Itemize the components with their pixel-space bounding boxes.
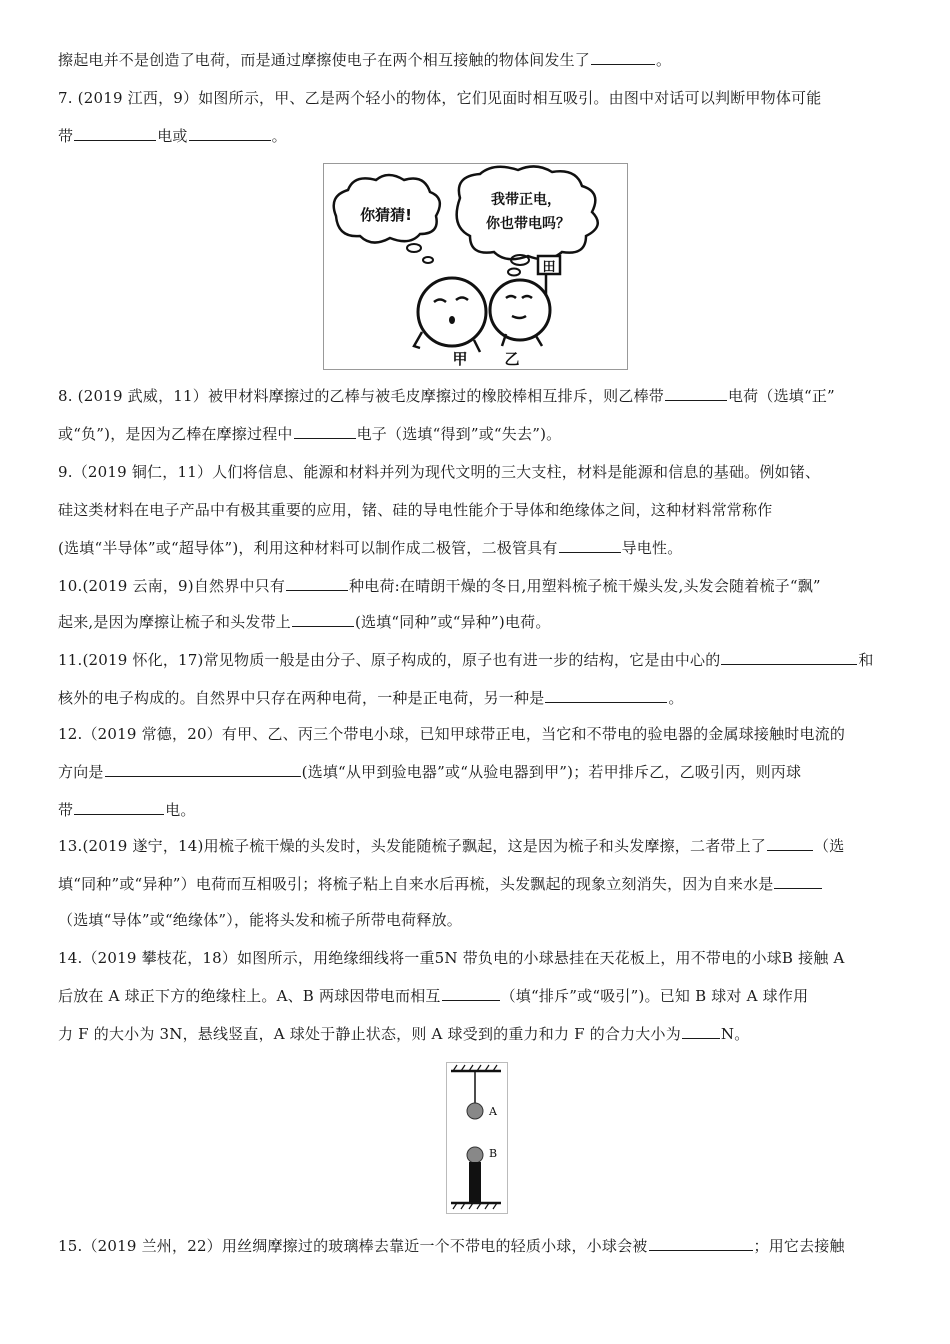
bubble-right-text-2: 你也带电吗？	[486, 216, 570, 232]
line-text: 带	[58, 127, 74, 145]
line-text: 电。	[165, 801, 196, 819]
answer-blank[interactable]	[767, 836, 813, 851]
question-12	[58, 724, 898, 744]
question-11	[58, 650, 898, 670]
answer-blank[interactable]	[682, 1024, 720, 1039]
line-text: 填“同种”或“异种”）电荷而互相吸引；将梳子粘上自来水后再梳，头发飘起的现象立刻消失，因为自来水是	[58, 875, 774, 893]
question-15	[58, 1236, 898, 1256]
line-text: N。	[720, 1025, 750, 1043]
answer-blank[interactable]	[649, 1236, 753, 1251]
question-9	[58, 462, 898, 482]
line-text: （选填“导体”或“绝缘体”），能将头发和梳子所带电荷释放。	[58, 911, 462, 929]
question-10	[58, 576, 898, 596]
question-14-line-3	[58, 1024, 898, 1044]
question-12-line-2	[58, 762, 898, 782]
line-text: 电荷（选填“正”	[727, 387, 835, 405]
line-text: 12.（2019 常德，20）有甲、乙、丙三个带电小球，已知甲球带正电，当它和不带电的验电器的金属球接触时电流的	[58, 725, 846, 743]
bubble-right-text-1: 我带正电，	[491, 192, 561, 208]
cartoon-drawing	[324, 164, 627, 369]
line-text: 带	[58, 801, 74, 819]
line-text: 电或	[157, 127, 188, 145]
label-yi: 乙	[504, 350, 520, 368]
line-text: 起来,是因为摩擦让梳子和头发带上	[58, 613, 291, 631]
question-13-line-3	[58, 910, 898, 930]
question-9-line-2	[58, 500, 898, 520]
line-text: 电子（选填“得到”或“失去”)。	[356, 425, 562, 443]
line-text: 13.(2019 遂宁，14)用梳子梳干燥的头发时，头发能随梳子飘起，这是因为梳子和头发摩擦，二者带上了	[58, 837, 766, 855]
question-7-line-2	[58, 126, 898, 146]
line-text: 10.(2019 云南，9)自然界中只有	[58, 577, 286, 595]
line-text: ；用它去接触	[753, 1237, 845, 1255]
label-b: B	[489, 1147, 498, 1160]
answer-blank[interactable]	[545, 688, 667, 703]
line-text: 。	[271, 127, 287, 145]
line-text: 种电荷:在晴朗干燥的冬日,用塑料梳子梳干燥头发,头发会随着梳子“飘”	[349, 577, 821, 595]
answer-blank[interactable]	[286, 576, 348, 591]
line-text: 9.（2019 铜仁，11）人们将信息、能源和材料并列为现代文明的三大支柱，材料是能源和信息的基础。例如锗、	[58, 463, 821, 481]
hanging-balls-drawing	[447, 1063, 507, 1213]
question-7	[58, 88, 898, 108]
answer-blank[interactable]	[189, 126, 271, 141]
answer-blank[interactable]	[292, 612, 354, 627]
line-text: 力 F 的大小为 3N，悬线竖直，A 球处于静止状态，则 A 球受到的重力和力 F 的合力大小为	[58, 1025, 681, 1043]
answer-blank[interactable]	[442, 986, 500, 1001]
answer-blank[interactable]	[774, 874, 822, 889]
question-14	[58, 948, 898, 968]
question-9-line-3	[58, 538, 898, 558]
sign-text: 田	[542, 260, 556, 275]
line-text: (选填“同种”或“异种”)电荷。	[354, 613, 551, 631]
question-8-line-2	[58, 424, 898, 444]
line-text: 导电性。	[621, 539, 683, 557]
line-text: 方向是	[58, 763, 104, 781]
cartoon-figure	[323, 163, 628, 370]
bubble-left-text: 你猜猜!	[360, 206, 412, 224]
line-text: 和	[858, 651, 874, 669]
hanging-balls-figure	[446, 1062, 508, 1214]
question-13-line-2	[58, 874, 898, 894]
line-text: 11.(2019 怀化，17)常见物质一般是由分子、原子构成的，原子也有进一步的结构，它是由中心的	[58, 651, 721, 669]
line-text: 核外的电子构成的。自然界中只存在两种电荷，一种是正电荷，另一种是	[58, 689, 545, 707]
line-text: 或“负”)，是因为乙棒在摩擦过程中	[58, 425, 293, 443]
label-jia: 甲	[452, 350, 468, 368]
question-11-line-2	[58, 688, 898, 708]
question-8	[58, 386, 898, 406]
answer-blank[interactable]	[559, 538, 621, 553]
line-text: 擦起电并不是创造了电荷，而是通过摩擦使电子在两个相互接触的物体间发生了	[58, 51, 591, 69]
question-13	[58, 836, 898, 856]
question-10-line-2	[58, 612, 898, 632]
text-line-continuation	[58, 50, 898, 70]
line-text: 7. (2019 江西，9）如图所示，甲、乙是两个轻小的物体，它们见面时相互吸引。由图中对话可以判断甲物体可能	[58, 89, 822, 107]
line-text: (选填“从甲到验电器”或“从验电器到甲”)；若甲排斥乙，乙吸引丙，则丙球	[301, 763, 802, 781]
line-text: （填“排斥”或“吸引”)。已知 B 球对 A 球作用	[500, 987, 809, 1005]
line-text: 后放在 A 球正下方的绝缘柱上。A、B 两球因带电而相互	[58, 987, 441, 1005]
line-text: 15.（2019 兰州，22）用丝绸摩擦过的玻璃棒去靠近一个不带电的轻质小球，小球会被	[58, 1237, 648, 1255]
question-12-line-3	[58, 800, 898, 820]
line-text: 8. (2019 武威，11）被甲材料摩擦过的乙棒与被毛皮摩擦过的橡胶棒相互排斥，则乙棒带	[58, 387, 664, 405]
answer-blank[interactable]	[721, 650, 857, 665]
answer-blank[interactable]	[294, 424, 356, 439]
line-text: 硅这类材料在电子产品中有极其重要的应用，锗、硅的导电性能介于导体和绝缘体之间，这种材料常常称作	[58, 501, 773, 519]
line-text: 14.（2019 攀枝花，18）如图所示，用绝缘细线将一重5N 带负电的小球悬挂在天花板上，用不带电的小球B 接触 A	[58, 949, 845, 967]
answer-blank[interactable]	[591, 50, 655, 65]
question-14-line-2	[58, 986, 898, 1006]
label-a: A	[489, 1105, 497, 1118]
answer-blank[interactable]	[74, 800, 164, 815]
line-text: （选	[814, 837, 845, 855]
line-text: 。	[668, 689, 684, 707]
line-text: (选填“半导体”或“超导体”)，利用这种材料可以制作成二极管，二极管具有	[58, 539, 558, 557]
line-text: 。	[656, 51, 672, 69]
answer-blank[interactable]	[665, 386, 727, 401]
answer-blank[interactable]	[74, 126, 156, 141]
answer-blank[interactable]	[105, 762, 301, 777]
